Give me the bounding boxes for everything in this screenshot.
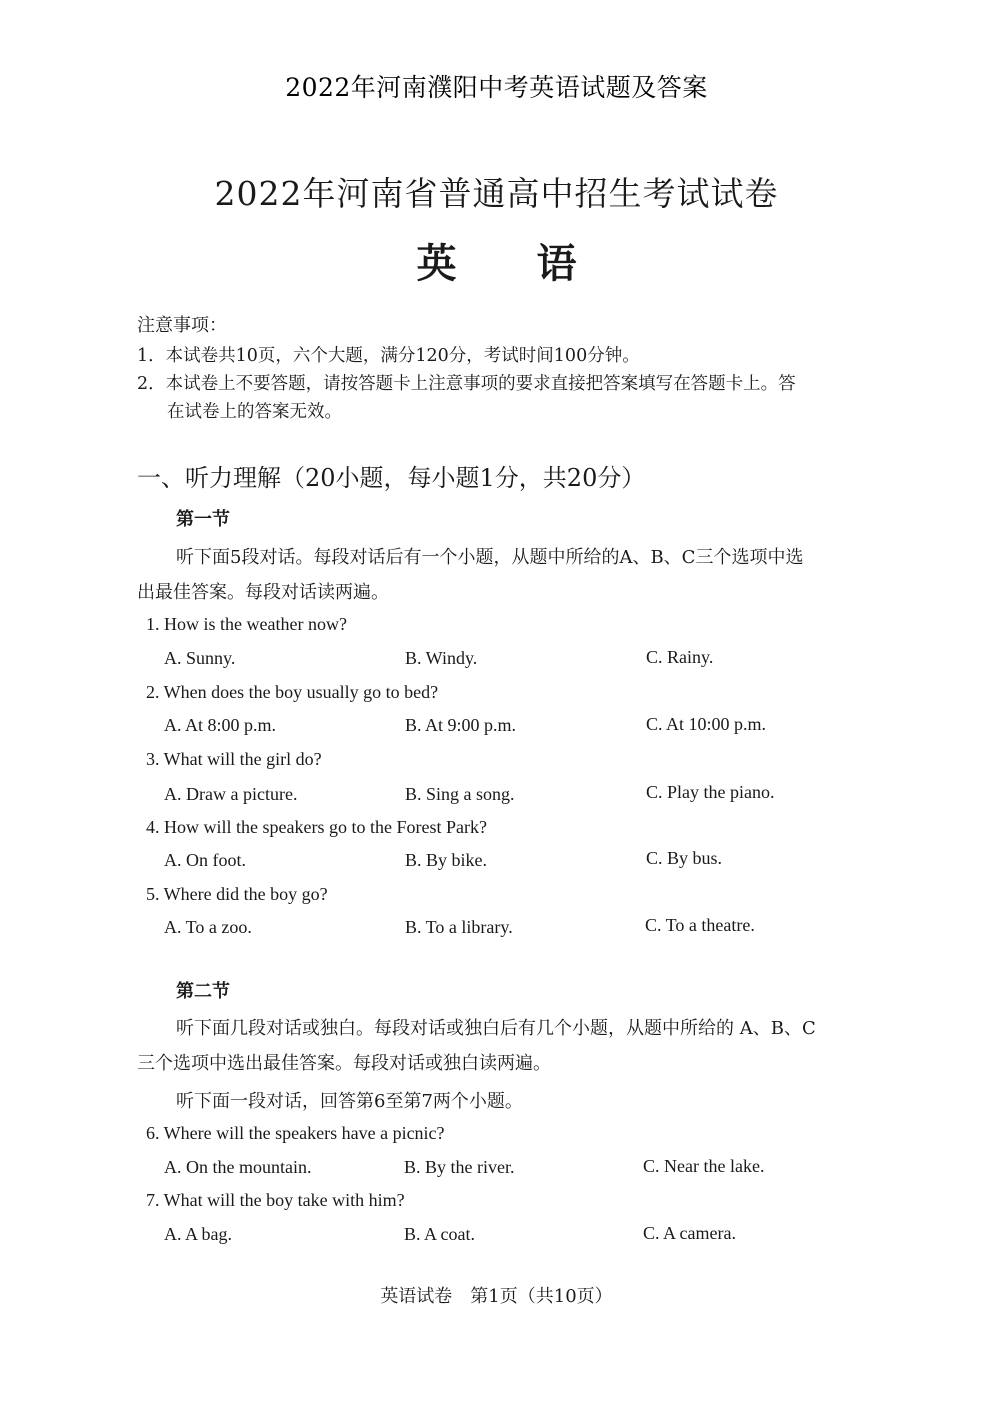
- part2-instruction-line-2: 三个选项中选出最佳答案。每段对话或独白读两遍。: [137, 1053, 551, 1074]
- question-3-option-b: B. Sing a song.: [405, 784, 515, 804]
- question-2: 2. When does the boy usually go to bed?: [146, 682, 439, 702]
- question-3-option-c: C. Play the piano.: [646, 782, 775, 802]
- question-6: 6. Where will the speakers have a picnic?: [146, 1123, 445, 1143]
- question-4-option-c: C. By bus.: [646, 848, 723, 868]
- question-7-option-b: B. A coat.: [404, 1224, 475, 1244]
- question-4: 4. How will the speakers go to the Forest Park?: [146, 817, 487, 837]
- notice-line-1: 1．本试卷共10页，六个大题，满分120分，考试时间100分钟。: [137, 346, 640, 366]
- part1-instruction-line-1: 听下面5段对话。每段对话后有一个小题，从题中所给的A、B、C三个选项中选: [176, 547, 804, 568]
- part2-instruction-line-1: 听下面几段对话或独白。每段对话或独白后有几个小题，从题中所给的 A、B、C: [176, 1018, 816, 1039]
- question-4-option-a: A. On foot.: [164, 850, 246, 870]
- question-2-option-b: B. At 9:00 p.m.: [405, 715, 517, 735]
- subject-title: 英语: [416, 240, 657, 287]
- question-2-option-a: A. At 8:00 p.m.: [164, 715, 277, 735]
- page-footer: 英语试卷 第1页（共10页）: [380, 1286, 613, 1307]
- question-5-option-b: B. To a library.: [405, 917, 513, 937]
- question-1-option-a: A. Sunny.: [164, 648, 236, 668]
- document-title: 2022年河南濮阳中考英语试题及答案: [285, 73, 708, 102]
- part2-instruction-line-3: 听下面一段对话，回答第6至第7两个小题。: [176, 1091, 523, 1112]
- notice-line-2: 2．本试卷上不要答题，请按答题卡上注意事项的要求直接把答案填写在答题卡上。答: [137, 374, 796, 394]
- question-6-option-b: B. By the river.: [404, 1157, 515, 1177]
- part-heading-2: 第二节: [176, 981, 230, 1002]
- exam-title: 2022年河南省普通高中招生考试试卷: [214, 174, 779, 213]
- part1-instruction-line-2: 出最佳答案。每段对话读两遍。: [137, 582, 389, 603]
- notice-line-2-continued: 在试卷上的答案无效。: [167, 402, 342, 422]
- question-1-option-b: B. Windy.: [405, 648, 478, 668]
- question-5-option-c: C. To a theatre.: [645, 915, 755, 935]
- question-3-option-a: A. Draw a picture.: [164, 784, 298, 804]
- question-1-option-c: C. Rainy.: [646, 647, 714, 667]
- question-6-option-c: C. Near the lake.: [643, 1156, 765, 1176]
- section-heading-listening: 一、听力理解（20小题，每小题1分，共20分）: [137, 464, 646, 492]
- question-5: 5. Where did the boy go?: [146, 884, 328, 904]
- question-3: 3. What will the girl do?: [146, 749, 322, 769]
- question-2-option-c: C. At 10:00 p.m.: [646, 714, 767, 734]
- part-heading-1: 第一节: [176, 509, 230, 530]
- question-6-option-a: A. On the mountain.: [164, 1157, 312, 1177]
- question-4-option-b: B. By bike.: [405, 850, 488, 870]
- question-1: 1. How is the weather now?: [146, 614, 347, 634]
- question-5-option-a: A. To a zoo.: [164, 917, 252, 937]
- question-7: 7. What will the boy take with him?: [146, 1190, 405, 1210]
- question-7-option-a: A. A bag.: [164, 1224, 233, 1244]
- notice-heading: 注意事项：: [137, 315, 227, 336]
- question-7-option-c: C. A camera.: [643, 1223, 736, 1243]
